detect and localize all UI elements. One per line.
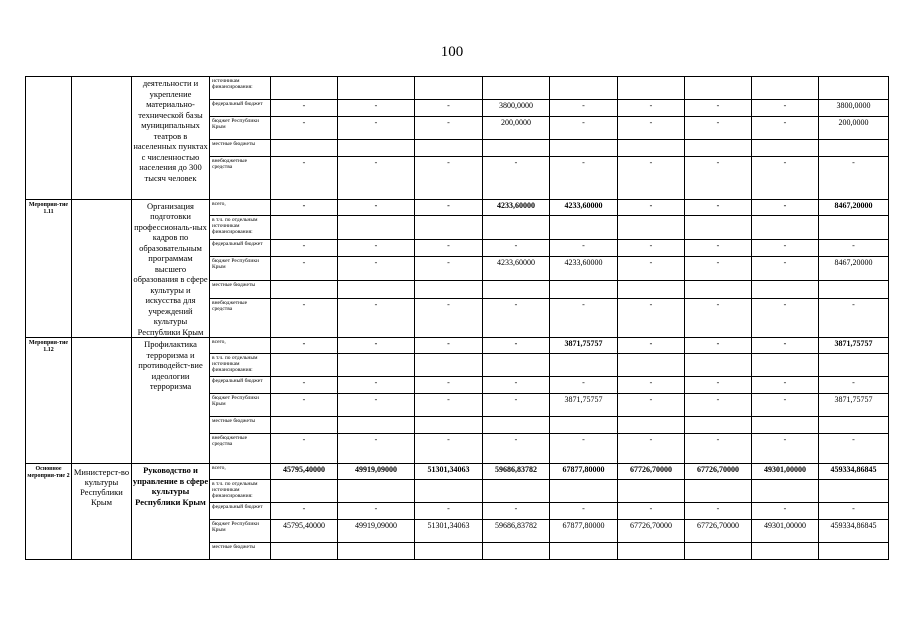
value-cell: - bbox=[550, 239, 618, 257]
value-cell bbox=[415, 77, 483, 100]
value-cell: - bbox=[483, 338, 550, 354]
table-row bbox=[26, 338, 889, 354]
value-cell: 51301,34063 bbox=[415, 464, 483, 480]
value-cell: - bbox=[752, 298, 819, 338]
value-cell: - bbox=[415, 434, 483, 464]
table-row bbox=[26, 464, 889, 480]
funding-source-cell: федеральный бюджет bbox=[210, 377, 271, 394]
executor-cell bbox=[72, 77, 132, 200]
funding-source-cell: внебюджетные средства bbox=[210, 434, 271, 464]
value-cell: - bbox=[685, 338, 752, 354]
value-cell: 67726,70000 bbox=[685, 520, 752, 543]
value-cell bbox=[685, 543, 752, 560]
value-cell bbox=[752, 281, 819, 299]
value-cell: - bbox=[550, 117, 618, 140]
value-cell bbox=[685, 140, 752, 157]
value-cell: 3800,0000 bbox=[483, 100, 550, 117]
value-cell: - bbox=[338, 503, 415, 520]
value-cell: 49301,00000 bbox=[752, 520, 819, 543]
value-cell: - bbox=[685, 434, 752, 464]
value-cell bbox=[415, 140, 483, 157]
value-cell bbox=[271, 480, 338, 503]
value-cell: - bbox=[415, 117, 483, 140]
value-cell: - bbox=[271, 298, 338, 338]
value-cell bbox=[618, 77, 685, 100]
funding-source-cell: в т.ч. по отдельным источникам финансирования: bbox=[210, 354, 271, 377]
value-cell: - bbox=[338, 377, 415, 394]
value-cell bbox=[685, 216, 752, 240]
value-cell bbox=[338, 543, 415, 560]
value-cell: - bbox=[819, 157, 889, 200]
value-cell: - bbox=[271, 239, 338, 257]
value-cell bbox=[819, 543, 889, 560]
value-cell: - bbox=[415, 394, 483, 417]
value-cell: 4233,60000 bbox=[550, 257, 618, 281]
value-cell: 459334,86845 bbox=[819, 520, 889, 543]
value-cell: - bbox=[618, 434, 685, 464]
value-cell: - bbox=[618, 257, 685, 281]
funding-source-cell: в т.ч. по отдельным источникам финансирования: bbox=[210, 480, 271, 503]
value-cell: 49919,09000 bbox=[338, 520, 415, 543]
value-cell: - bbox=[271, 117, 338, 140]
value-cell: - bbox=[338, 157, 415, 200]
value-cell bbox=[483, 543, 550, 560]
value-cell: - bbox=[415, 503, 483, 520]
value-cell bbox=[550, 77, 618, 100]
funding-source-cell: бюджет Республики Крым bbox=[210, 257, 271, 281]
funding-source-cell: местные бюджеты bbox=[210, 417, 271, 434]
value-cell: - bbox=[338, 239, 415, 257]
value-cell: - bbox=[415, 257, 483, 281]
funding-source-cell: федеральный бюджет bbox=[210, 100, 271, 117]
value-cell: - bbox=[483, 377, 550, 394]
funding-source-cell: внебюджетные средства bbox=[210, 298, 271, 338]
value-cell: 45795,40000 bbox=[271, 520, 338, 543]
value-cell bbox=[271, 216, 338, 240]
value-cell: - bbox=[752, 338, 819, 354]
value-cell: - bbox=[415, 239, 483, 257]
funding-source-cell: местные бюджеты bbox=[210, 140, 271, 157]
value-cell: - bbox=[752, 117, 819, 140]
value-cell: - bbox=[819, 503, 889, 520]
value-cell: 3871,75757 bbox=[819, 338, 889, 354]
value-cell bbox=[338, 480, 415, 503]
value-cell bbox=[752, 354, 819, 377]
value-cell bbox=[483, 480, 550, 503]
executor-cell: Министерст-во культуры Республики Крым bbox=[72, 464, 132, 560]
value-cell: - bbox=[483, 298, 550, 338]
executor-cell bbox=[72, 338, 132, 464]
event-code-cell bbox=[26, 77, 72, 200]
value-cell: 3871,75757 bbox=[550, 338, 618, 354]
funding-source-cell: бюджет Республики Крым bbox=[210, 117, 271, 140]
value-cell bbox=[618, 417, 685, 434]
funding-source-cell: местные бюджеты bbox=[210, 281, 271, 299]
value-cell: 49301,00000 bbox=[752, 464, 819, 480]
event-code-cell: Мероприя-тие 1.11 bbox=[26, 199, 72, 338]
value-cell: - bbox=[271, 338, 338, 354]
value-cell bbox=[271, 281, 338, 299]
value-cell bbox=[415, 480, 483, 503]
value-cell bbox=[752, 140, 819, 157]
value-cell bbox=[618, 140, 685, 157]
value-cell: - bbox=[618, 117, 685, 140]
funding-source-cell: источникам финансирования: bbox=[210, 77, 271, 100]
value-cell: - bbox=[415, 298, 483, 338]
value-cell: - bbox=[550, 434, 618, 464]
value-cell bbox=[483, 216, 550, 240]
value-cell: - bbox=[618, 199, 685, 215]
value-cell bbox=[752, 480, 819, 503]
value-cell: - bbox=[415, 199, 483, 215]
value-cell bbox=[483, 354, 550, 377]
value-cell: 459334,86845 bbox=[819, 464, 889, 480]
value-cell: 67877,80000 bbox=[550, 464, 618, 480]
value-cell: - bbox=[819, 239, 889, 257]
value-cell bbox=[819, 77, 889, 100]
value-cell bbox=[550, 281, 618, 299]
value-cell: - bbox=[685, 503, 752, 520]
value-cell: - bbox=[415, 100, 483, 117]
value-cell bbox=[271, 417, 338, 434]
value-cell bbox=[550, 354, 618, 377]
value-cell bbox=[618, 543, 685, 560]
value-cell: - bbox=[685, 157, 752, 200]
event-name-cell: Профилактика терроризма и противодейст-вие идеологии терроризма bbox=[132, 338, 210, 464]
value-cell bbox=[271, 543, 338, 560]
value-cell bbox=[338, 77, 415, 100]
funding-source-cell: всего, bbox=[210, 464, 271, 480]
value-cell: - bbox=[550, 157, 618, 200]
value-cell bbox=[338, 354, 415, 377]
value-cell bbox=[550, 480, 618, 503]
value-cell bbox=[550, 417, 618, 434]
funding-source-cell: бюджет Республики Крым bbox=[210, 394, 271, 417]
value-cell: 4233,60000 bbox=[483, 257, 550, 281]
event-name-cell: Организация подготовки профессиональ-ных кадров по образовательным программам высшего образования в сфере культуры и искусства для учреждений культуры Республики Крым bbox=[133, 200, 208, 337]
value-cell: - bbox=[271, 157, 338, 200]
value-cell: - bbox=[618, 503, 685, 520]
value-cell: - bbox=[752, 503, 819, 520]
value-cell bbox=[752, 77, 819, 100]
value-cell: 4233,60000 bbox=[550, 199, 618, 215]
value-cell: - bbox=[685, 377, 752, 394]
value-cell: - bbox=[338, 257, 415, 281]
event-name-cell: деятельности и укрепление материально-технической базы муниципальных театров в населенных пунктах с численностью населения до 300 тысяч человек bbox=[132, 77, 210, 200]
value-cell: - bbox=[752, 100, 819, 117]
value-cell bbox=[271, 354, 338, 377]
value-cell: 200,0000 bbox=[483, 117, 550, 140]
value-cell: - bbox=[483, 157, 550, 200]
value-cell: 67726,70000 bbox=[618, 464, 685, 480]
value-cell: - bbox=[550, 100, 618, 117]
value-cell bbox=[685, 480, 752, 503]
page-number: 100 bbox=[440, 44, 464, 60]
value-cell: - bbox=[819, 298, 889, 338]
funding-source-cell: в т.ч. по отдельным источникам финансирования: bbox=[210, 216, 271, 240]
value-cell: 51301,34063 bbox=[415, 520, 483, 543]
value-cell: - bbox=[550, 503, 618, 520]
value-cell: 59686,83782 bbox=[483, 520, 550, 543]
funding-source-cell: федеральный бюджет bbox=[210, 239, 271, 257]
budget-table bbox=[25, 76, 889, 560]
value-cell: 8467,20000 bbox=[819, 257, 889, 281]
value-cell: - bbox=[415, 157, 483, 200]
value-cell bbox=[483, 140, 550, 157]
value-cell: - bbox=[685, 117, 752, 140]
value-cell: 3871,75757 bbox=[550, 394, 618, 417]
value-cell: - bbox=[685, 199, 752, 215]
value-cell: - bbox=[483, 239, 550, 257]
value-cell bbox=[415, 543, 483, 560]
value-cell: - bbox=[618, 338, 685, 354]
value-cell bbox=[415, 417, 483, 434]
table-body bbox=[26, 77, 889, 560]
value-cell: - bbox=[271, 434, 338, 464]
value-cell bbox=[550, 543, 618, 560]
value-cell: - bbox=[483, 394, 550, 417]
value-cell: - bbox=[338, 117, 415, 140]
value-cell: - bbox=[752, 199, 819, 215]
value-cell bbox=[338, 417, 415, 434]
value-cell bbox=[819, 216, 889, 240]
value-cell: - bbox=[338, 338, 415, 354]
value-cell bbox=[685, 354, 752, 377]
value-cell bbox=[338, 140, 415, 157]
value-cell: - bbox=[338, 100, 415, 117]
value-cell: - bbox=[483, 434, 550, 464]
value-cell: - bbox=[271, 503, 338, 520]
value-cell: - bbox=[819, 434, 889, 464]
event-code-cell: Мероприя-тие 1.12 bbox=[26, 338, 72, 464]
value-cell: - bbox=[271, 377, 338, 394]
value-cell bbox=[685, 417, 752, 434]
funding-source-cell: всего, bbox=[210, 199, 271, 215]
value-cell bbox=[752, 216, 819, 240]
value-cell: 49919,09000 bbox=[338, 464, 415, 480]
value-cell: - bbox=[752, 157, 819, 200]
value-cell: - bbox=[685, 239, 752, 257]
funding-source-cell: всего, bbox=[210, 338, 271, 354]
event-code-cell: Основное мероприя-тие 2 bbox=[26, 464, 72, 560]
value-cell: - bbox=[618, 377, 685, 394]
value-cell bbox=[819, 140, 889, 157]
value-cell bbox=[271, 77, 338, 100]
value-cell: - bbox=[618, 298, 685, 338]
value-cell bbox=[338, 281, 415, 299]
table-row bbox=[26, 77, 889, 100]
value-cell bbox=[618, 480, 685, 503]
value-cell: - bbox=[752, 394, 819, 417]
value-cell: - bbox=[271, 257, 338, 281]
value-cell bbox=[819, 417, 889, 434]
value-cell: 45795,40000 bbox=[271, 464, 338, 480]
table-row bbox=[26, 199, 889, 215]
value-cell: - bbox=[338, 298, 415, 338]
value-cell: 67726,70000 bbox=[618, 520, 685, 543]
value-cell: - bbox=[752, 239, 819, 257]
value-cell: - bbox=[685, 394, 752, 417]
value-cell bbox=[618, 281, 685, 299]
value-cell bbox=[550, 140, 618, 157]
value-cell bbox=[618, 354, 685, 377]
value-cell: 59686,83782 bbox=[483, 464, 550, 480]
value-cell bbox=[415, 281, 483, 299]
executor-cell bbox=[72, 199, 132, 338]
value-cell: - bbox=[271, 199, 338, 215]
value-cell: - bbox=[338, 394, 415, 417]
value-cell: - bbox=[752, 434, 819, 464]
value-cell: - bbox=[752, 257, 819, 281]
value-cell bbox=[415, 216, 483, 240]
value-cell bbox=[550, 216, 618, 240]
value-cell: - bbox=[618, 100, 685, 117]
value-cell: 3800,0000 bbox=[819, 100, 889, 117]
event-name-cell: Руководство и управление в сфере культуры Республики Крым bbox=[132, 464, 210, 560]
value-cell: - bbox=[752, 377, 819, 394]
value-cell: 200,0000 bbox=[819, 117, 889, 140]
funding-source-cell: внебюджетные средства bbox=[210, 157, 271, 200]
funding-source-cell: местные бюджеты bbox=[210, 543, 271, 560]
value-cell: - bbox=[415, 338, 483, 354]
value-cell: 4233,60000 bbox=[483, 199, 550, 215]
value-cell bbox=[415, 354, 483, 377]
value-cell: - bbox=[550, 298, 618, 338]
value-cell: 3871,75757 bbox=[819, 394, 889, 417]
value-cell bbox=[338, 216, 415, 240]
value-cell bbox=[819, 480, 889, 503]
value-cell: - bbox=[271, 100, 338, 117]
value-cell: - bbox=[618, 157, 685, 200]
value-cell: - bbox=[338, 199, 415, 215]
value-cell: - bbox=[685, 257, 752, 281]
value-cell: - bbox=[618, 394, 685, 417]
value-cell bbox=[819, 354, 889, 377]
value-cell: - bbox=[483, 503, 550, 520]
value-cell bbox=[483, 77, 550, 100]
value-cell: 8467,20000 bbox=[819, 199, 889, 215]
value-cell: - bbox=[685, 100, 752, 117]
funding-source-cell: бюджет Республики Крым bbox=[210, 520, 271, 543]
value-cell: 67726,70000 bbox=[685, 464, 752, 480]
value-cell: - bbox=[819, 377, 889, 394]
value-cell bbox=[819, 281, 889, 299]
value-cell bbox=[685, 77, 752, 100]
value-cell bbox=[618, 216, 685, 240]
funding-source-cell: федеральный бюджет bbox=[210, 503, 271, 520]
value-cell bbox=[752, 543, 819, 560]
value-cell bbox=[685, 281, 752, 299]
value-cell bbox=[483, 417, 550, 434]
value-cell: - bbox=[685, 298, 752, 338]
value-cell: - bbox=[271, 394, 338, 417]
value-cell: - bbox=[550, 377, 618, 394]
value-cell: - bbox=[415, 377, 483, 394]
value-cell: - bbox=[618, 239, 685, 257]
value-cell bbox=[483, 281, 550, 299]
value-cell: - bbox=[338, 434, 415, 464]
value-cell bbox=[752, 417, 819, 434]
value-cell bbox=[271, 140, 338, 157]
value-cell: 67877,80000 bbox=[550, 520, 618, 543]
